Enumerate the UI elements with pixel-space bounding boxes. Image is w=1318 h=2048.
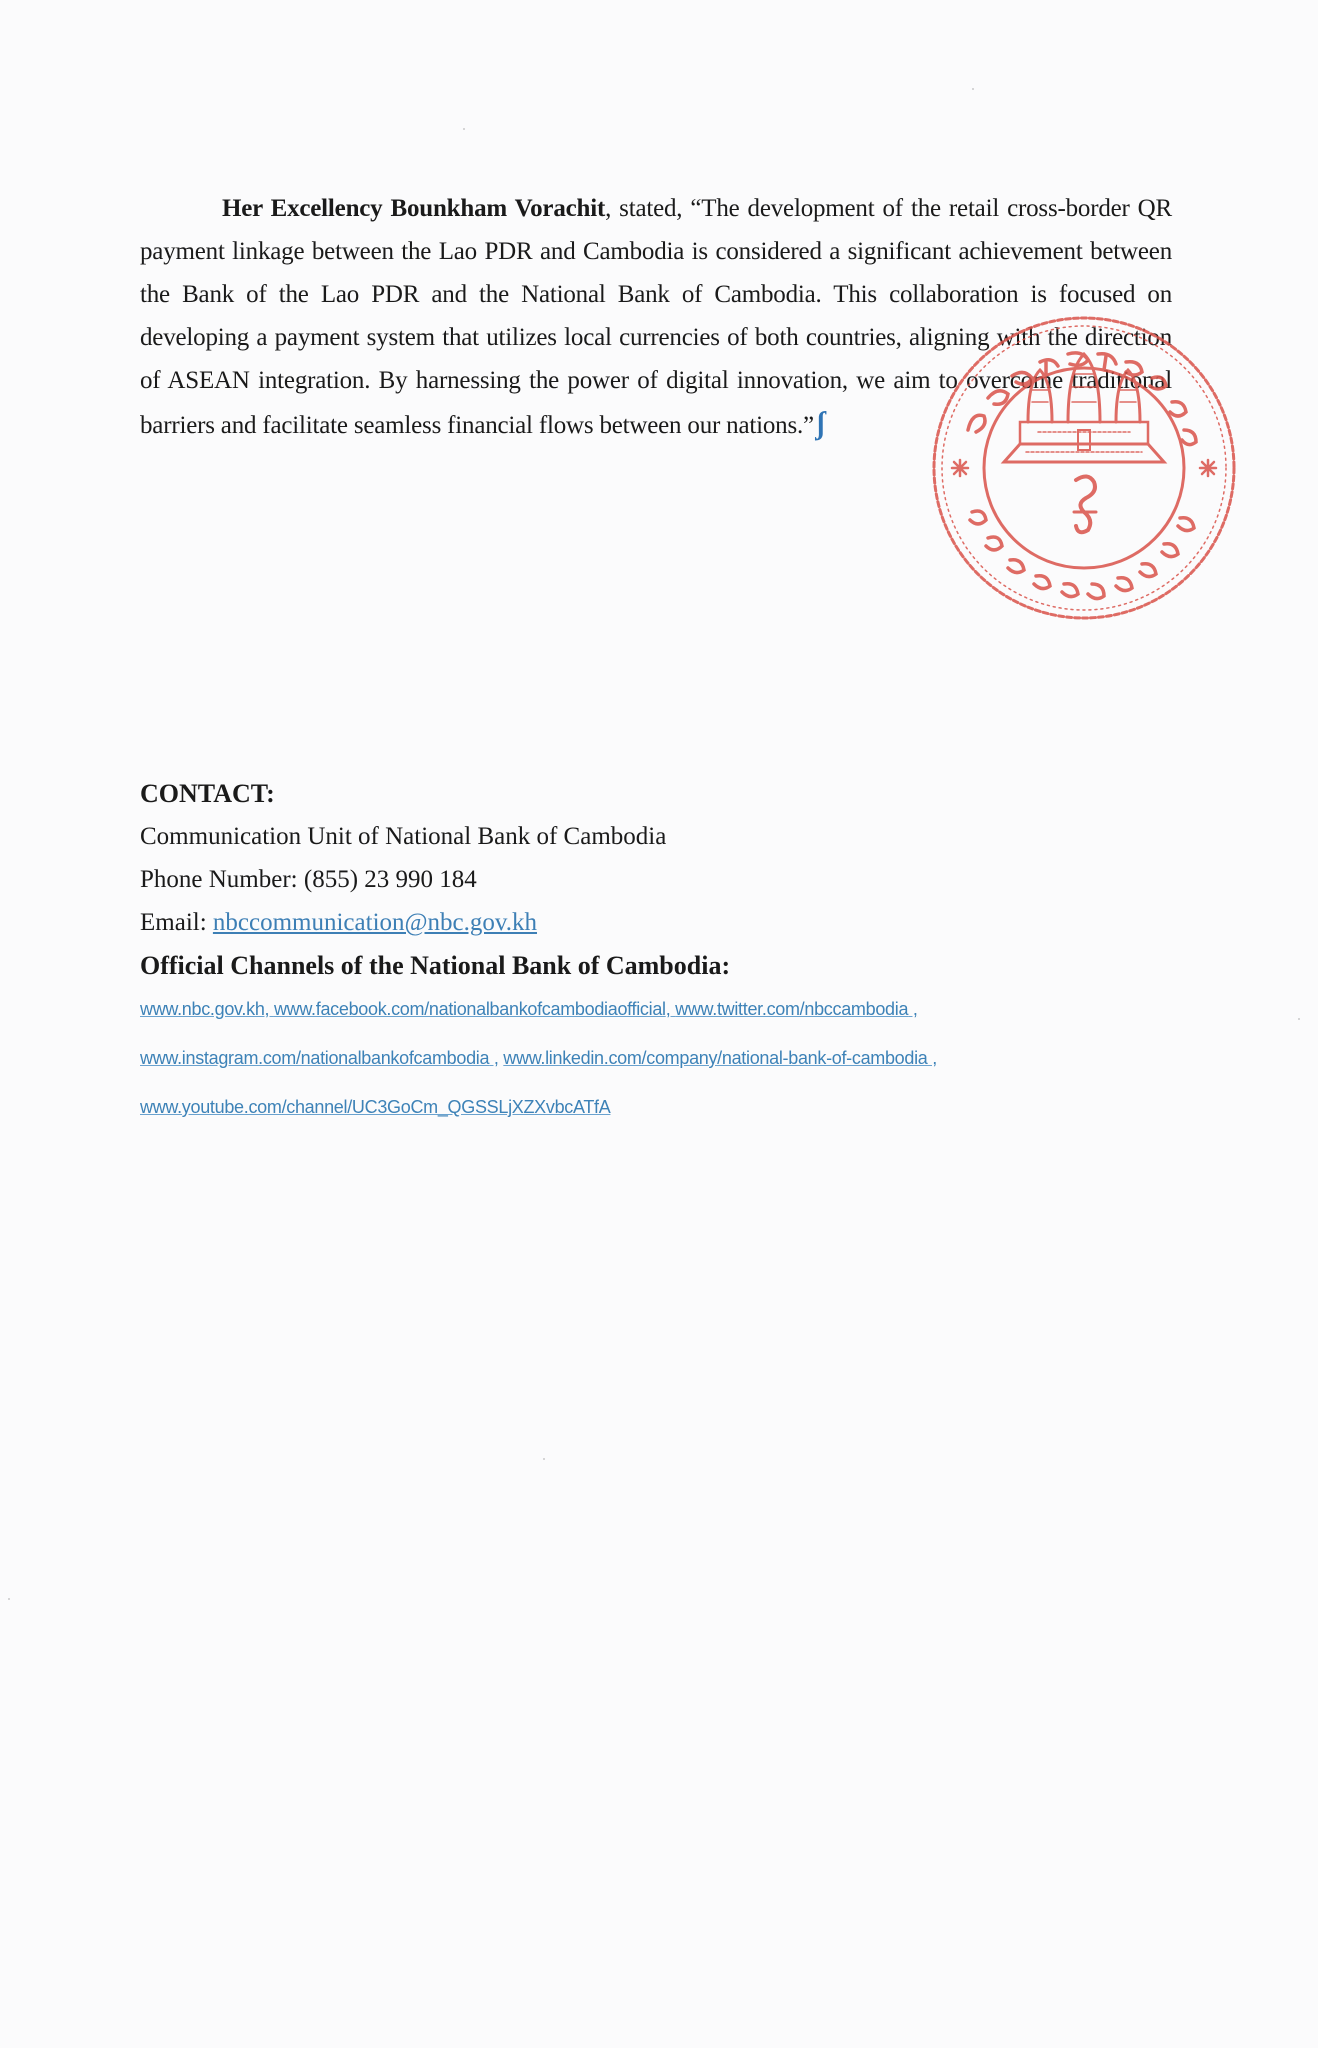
initial-mark-icon: ʃ (813, 406, 829, 441)
email-link[interactable]: nbccommunication@nbc.gov.kh (212, 909, 538, 936)
contact-heading: CONTACT: (140, 779, 275, 808)
contact-section (140, 772, 1180, 987)
contact-unit: Communication Unit of National Bank of Cambodia (140, 823, 667, 850)
phone-number: (855) 23 990 184 (303, 866, 477, 893)
youtube-link[interactable]: www.youtube.com/channel/UC3GoCm_QGSSLjXZXvbcATfA (140, 1097, 611, 1117)
phone-label: Phone Number: (140, 866, 304, 893)
scan-speck (972, 88, 974, 90)
separator: , (665, 999, 676, 1019)
links-row (140, 1092, 937, 1141)
scan-speck (463, 128, 465, 130)
separator: , (264, 999, 274, 1019)
twitter-link[interactable]: www.twitter.com/nbccambodia (675, 999, 909, 1019)
contact-phone-line (140, 858, 1180, 901)
scan-speck (8, 1598, 10, 1600)
website-link[interactable]: www.nbc.gov.kh (140, 999, 265, 1019)
separator: , (908, 999, 918, 1019)
separator: , (489, 1048, 499, 1068)
contact-email-line (140, 901, 1180, 944)
separator: , (927, 1048, 937, 1068)
official-channels-links (140, 994, 937, 1141)
email-label: Email: (140, 909, 213, 936)
linkedin-link[interactable]: www.linkedin.com/company/national-bank-of-cambodia (503, 1048, 928, 1068)
links-row (140, 1043, 937, 1092)
speaker-name: Her Excellency Bounkham Vorachit (222, 195, 606, 222)
scan-speck (543, 1458, 545, 1460)
scan-speck (1298, 1018, 1300, 1020)
facebook-link[interactable]: www.facebook.com/nationalbankofcambodiaofficial (273, 999, 666, 1019)
official-seal-icon (928, 312, 1240, 624)
instagram-link[interactable]: www.instagram.com/nationalbankofcambodia (140, 1048, 490, 1068)
channels-heading: Official Channels of the National Bank of Cambodia: (140, 951, 731, 980)
statement-text: , stated, “The development of the retail cross-border QR payment linkage between the Lao PDR and Cambodia is considered a significant achievement between the Bank of the Lao PDR and the National Bank of Cambodia. This collaboration is focused on developing a payment system that utilizes local currencies of both countries, aligning with the direction of ASEAN integration. By harnessing the power of digital innovation, we aim to overcome traditional barriers and facilitate seamless financial flows between our nations.” (140, 195, 1172, 439)
links-row (140, 994, 937, 1043)
